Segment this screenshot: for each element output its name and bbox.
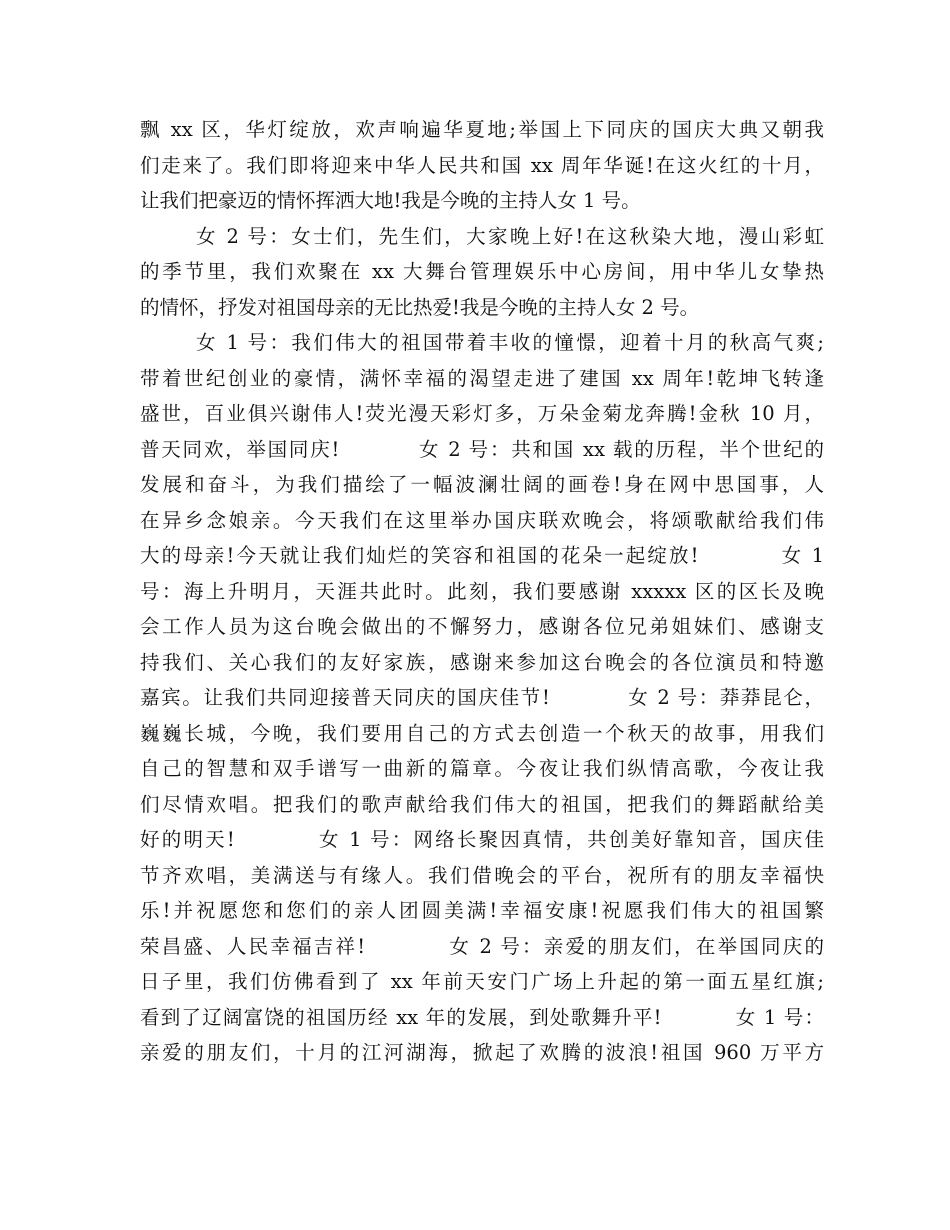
text-line: 看到了辽阔富饶的祖国历经 xx 年的发展，到处歌舞升平! 女 1 号： bbox=[140, 1005, 824, 1029]
text-line: 们走来了。我们即将迎来中华人民共和国 xx 周年华诞!在这火红的十月， bbox=[140, 153, 824, 177]
text-line: 好的明天! 女 1 号：网络长聚因真情，共创美好靠知音，国庆佳 bbox=[140, 828, 824, 851]
text-line: 持我们、关心我们的友好家族，感谢来参加这台晚会的各位演员和特邀 bbox=[140, 650, 824, 674]
text-line: 亲爱的朋友们，十月的江河湖海，掀起了欢腾的波浪!祖国 960 万平方 bbox=[140, 1041, 824, 1064]
paragraph-first-line: 女 2 号：女士们，先生们，大家晚上好!在这秋染大地，漫山彩虹 bbox=[196, 224, 824, 248]
text-line: 嘉宾。让我们共同迎接普天同庆的国庆佳节! 女 2 号：莽莽昆仑， bbox=[140, 686, 824, 709]
text-line: 会工作人员为这台晚会做出的不懈努力，感谢各位兄弟姐妹们、感谢支 bbox=[140, 615, 824, 638]
document-body bbox=[140, 112, 824, 1071]
text-line: 号：海上升明月，天涯共此时。此刻，我们要感谢 xxxxx 区的区长及晚 bbox=[140, 579, 824, 603]
text-line: 的季节里，我们欢聚在 xx 大舞台管理娱乐中心房间，用中华儿女挚热 bbox=[140, 260, 824, 283]
text-line: 普天同欢，举国同庆! 女 2 号：共和国 xx 载的历程，半个世纪的 bbox=[140, 437, 824, 461]
text-line: 节齐欢唱，美满送与有缘人。我们借晚会的平台，祝所有的朋友幸福快 bbox=[140, 863, 824, 887]
text-line: 巍巍长城，今晚，我们要用自己的方式去创造一个秋天的故事，用我们 bbox=[140, 721, 824, 745]
text-line: 们尽情欢唱。把我们的歌声献给我们伟大的祖国，把我们的舞蹈献给美 bbox=[140, 792, 824, 816]
text-line: 乐!并祝愿您和您们的亲人团圆美满!幸福安康!祝愿我们伟大的祖国繁 bbox=[140, 899, 824, 922]
text-line: 让我们把豪迈的情怀挥洒大地!我是今晚的主持人女 1 号。 bbox=[140, 189, 641, 212]
paragraph-first-line: 女 1 号：我们伟大的祖国带着丰收的憧憬，迎着十月的秋高气爽; bbox=[196, 331, 824, 354]
text-line: 在异乡念娘亲。今天我们在这里举办国庆联欢晚会，将颂歌献给我们伟 bbox=[140, 508, 824, 532]
text-line: 盛世，百业俱兴谢伟人!荧光漫天彩灯多，万朵金菊龙奔腾!金秋 10 月， bbox=[140, 402, 824, 425]
text-line: 荣昌盛、人民幸福吉祥! 女 2 号：亲爱的朋友们，在举国同庆的 bbox=[140, 934, 824, 958]
text-line: 自己的智慧和双手谱写一曲新的篇章。今夜让我们纵情高歌，今夜让我 bbox=[140, 757, 824, 780]
text-line: 飘 xx 区，华灯绽放，欢声响遍华夏地;举国上下同庆的国庆大典又朝我 bbox=[140, 118, 824, 141]
text-line: 发展和奋斗，为我们描绘了一幅波澜壮阔的画卷!身在网中思国事，人 bbox=[140, 473, 824, 496]
text-line: 大的母亲!今天就让我们灿烂的笑容和祖国的花朵一起绽放! 女 1 bbox=[140, 544, 824, 567]
text-line: 带着世纪创业的豪情，满怀幸福的渴望走进了建国 xx 周年!乾坤飞转逢 bbox=[140, 366, 824, 390]
text-line: 的情怀，抒发对祖国母亲的无比热爱!我是今晚的主持人女 2 号。 bbox=[140, 295, 700, 319]
text-line: 日子里，我们仿佛看到了 xx 年前天安门广场上升起的第一面五星红旗; bbox=[140, 970, 824, 993]
